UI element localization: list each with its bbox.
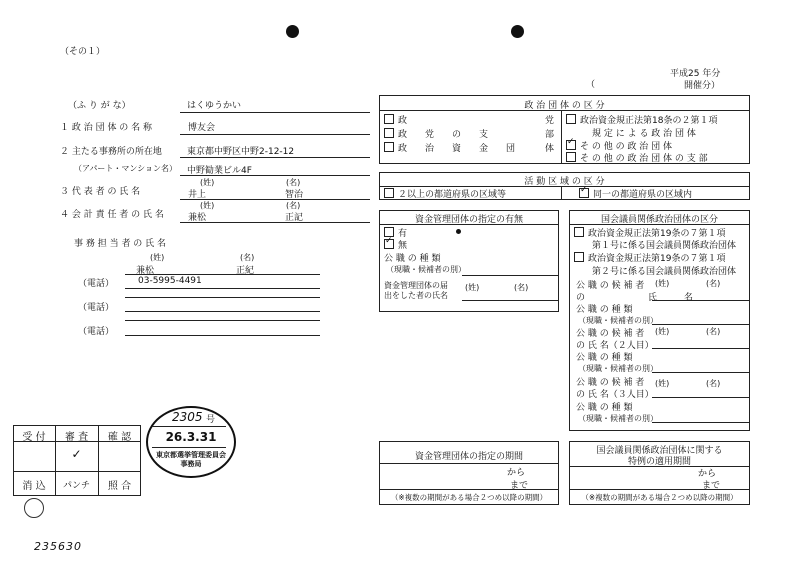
area-divider [561,186,562,200]
diet-period-to: まで [702,481,721,491]
diet-cand2b: の 氏 名（２人目） [576,341,654,351]
tel-line-3 [125,335,320,336]
furigana-value: はくゆうかい [187,101,242,111]
staff-line [125,274,320,275]
diet-assoc-opt2-checkbox[interactable] [574,252,584,262]
diet-cand2a: 公 職 の 候 補 者 [576,329,645,339]
fund-period-from: から [507,468,526,478]
diet-period-line [569,489,750,490]
tel-label-2: （電話） [78,303,115,313]
fund-period-title: 資金管理団体の指定の期間 [414,452,523,462]
diet-assoc-opt2[interactable]: 政治資金規正法第19条の７第１項 [574,251,725,264]
rep-sei[interactable]: 井上 [188,190,207,200]
fund-mgmt-yes[interactable]: 有 [384,226,407,239]
category-right-2[interactable]: ✓そ の 他 の 政 治 団 体 [566,139,672,152]
category-left-0-tail: 党 [545,116,555,126]
tel-label-3: （電話） [78,327,115,337]
tel-value[interactable]: 03-5995-4491 [138,276,202,286]
category-left-1-checkbox[interactable] [384,128,394,138]
diet-cand1-mei: (名) [706,279,721,288]
diet-period-note: （※複数の期間がある場合２つめ以降の期間） [581,493,738,502]
diet-assoc-title: 国会議員関係政治団体の区分 [600,215,718,225]
fund-mgmt-notifier2: 出をした者の氏名 [384,291,448,300]
category-right-3[interactable]: そ の 他 の 政 治 団 体 の 支 部 [566,151,708,164]
diet-office1-note: （現職・候補者の別） [578,316,658,325]
rep-label: ３ 代 表 者 の 氏 名 [60,187,141,197]
sheet-number: （その１） [60,47,106,57]
fund-mgmt-title: 資金管理団体の指定の有無 [414,215,523,225]
area-opt2[interactable]: ✓ 同一の都道府県の区域内 [579,187,692,200]
fund-period-title-rule [379,463,559,464]
office-address-label: ２ 主たる事務所の所在地 [60,147,162,157]
area-opt2-checkbox[interactable] [579,188,589,198]
category-title: 政 治 団 体 の 区 分 [524,101,605,111]
staff-mei-header: (名) [240,253,255,262]
diet-office3-note: （現職・候補者の別） [578,414,658,423]
stamp-collate: 照 合 [107,481,132,492]
fund-mgmt-mei: (名) [514,283,529,292]
receipt-stamp-rule1 [152,426,226,427]
tel-line-1b [125,297,320,298]
category-left-2-checkbox[interactable] [384,142,394,152]
fund-period-to: まで [510,481,529,491]
diet-cand3a: 公 職 の 候 補 者 [576,378,645,388]
diet-assoc-opt1[interactable]: 政治資金規正法第19条の７第１項 [574,226,725,239]
diet-assoc-opt2b: 第２号に係る国会議員関係政治団体 [592,267,737,277]
area-opt1-checkbox[interactable] [384,188,394,198]
diet-cand1-line [652,300,749,301]
tel-line-2b [125,320,320,321]
stamp-punch: パンチ [62,481,90,491]
ink-dot [456,229,461,234]
stamp-circle-small [24,498,44,518]
fund-mgmt-no-checkbox[interactable] [384,239,394,249]
diet-office1-line [652,324,749,325]
org-name-value[interactable]: 博友会 [188,123,216,133]
receipt-stamp-number: 2305 [172,410,203,424]
category-right-0-checkbox[interactable] [566,114,576,124]
category-left-2-tail: 体 [545,144,555,154]
diet-office2-note: （現職・候補者の別） [578,364,658,373]
diet-period-title1: 国会議員関係政治団体に関する [596,446,723,456]
diet-office3-line [652,422,749,423]
diet-assoc-opt1-checkbox[interactable] [574,227,584,237]
diet-period-title2: 特例の適用期間 [627,457,691,467]
category-divider [561,110,562,164]
fund-mgmt-title-rule [379,224,559,225]
fund-mgmt-notifier-line [462,300,558,301]
diet-assoc-opt1b: 第１号に係る国会議員関係政治団体 [592,241,737,251]
diet-period-from: から [698,469,717,479]
fund-mgmt-notifier: 資金管理団体の届 [384,281,448,290]
fund-period-note: （※複数の期間がある場合２つめ以降の期間） [390,493,548,502]
rep-mei[interactable]: 智治 [285,190,304,200]
category-left-1[interactable]: 政 党 の 支 [384,127,488,140]
rep-sei-header: (姓) [200,178,215,187]
acc-sei[interactable]: 兼松 [188,213,207,223]
receipt-stamp-rule2 [152,447,226,448]
category-right-0[interactable]: 政治資金規正法第18条の２第１項 [566,113,717,126]
org-name-line [180,134,370,135]
tel-line-2 [125,311,320,312]
receipt-stamp-date: 26.3.31 [165,430,217,444]
fund-mgmt-office-note: （現職・候補者の別） [386,265,466,274]
org-name-label: １ 政 治 団 体 の 名 称 [60,123,153,133]
diet-cand3b: の 氏 名（３人目） [576,390,654,400]
punch-hole-right [511,25,524,38]
category-right-3-checkbox[interactable] [566,152,576,162]
acc-mei[interactable]: 正記 [285,213,304,223]
fund-mgmt-office-type: 公 職 の 種 類 [384,254,441,264]
staff-sei[interactable]: 兼松 [136,266,155,276]
diet-cand3-mei: (名) [706,379,721,388]
stamp-clear: 消 込 [22,481,46,492]
diet-cand2-mei: (名) [706,327,721,336]
report-year: 平成25 年分 [670,69,721,79]
stamp-review: 審 査 [64,432,89,443]
tel-label-1: （電話） [78,279,115,289]
diet-cand1a: 公 職 の 候 補 者 [576,281,645,291]
tel-line-1 [125,288,320,289]
stamp-receipt: 受 付 [22,432,46,443]
staff-label: 事 務 担 当 者 の 氏 名 [74,239,167,249]
building-label: （アパート・マンション名） [74,164,177,173]
report-type: 開催分） [684,81,721,91]
category-title-rule [379,110,750,111]
diet-cand3-sei: (姓) [655,379,670,388]
office-address-line [180,157,370,158]
stamp-confirm: 確 認 [107,432,132,443]
receipt-stamp-org1: 東京都選挙管理委員会 [156,451,226,459]
stamp-check-mark: ✓ [71,447,82,461]
punch-hole-left [286,25,299,38]
building-value[interactable]: 中野勧業ビル4F [187,166,252,176]
staff-mei[interactable]: 正紀 [236,266,255,276]
category-left-0-checkbox[interactable] [384,114,394,124]
acc-line [180,222,370,223]
diet-cand3-line [652,397,749,398]
diet-cand1-sei: (姓) [655,279,670,288]
receipt-stamp-go: 号 [206,415,216,425]
category-right-1: 規 定 に よ る 政 治 団 体 [592,129,696,139]
paren-open: （ [586,80,596,90]
diet-period-title-rule [569,466,750,467]
diet-office1: 公 職 の 種 類 [576,305,633,315]
document-number: 235630 [34,540,82,553]
category-left-0[interactable]: 政 [384,113,407,126]
rep-mei-header: (名) [286,178,301,187]
fund-mgmt-no[interactable]: ✓無 [384,238,407,251]
area-title: 活 動 区 域 の 区 分 [524,177,605,187]
acc-sei-header: (姓) [200,201,215,210]
diet-cand2-line [652,348,749,349]
furigana-label: （ふ り が な） [68,101,131,111]
diet-cand1b: の 氏 名 [576,293,694,303]
stamp-grid-h2 [13,471,141,472]
category-left-1-tail: 部 [545,130,555,140]
diet-assoc-title-rule [569,224,750,225]
fund-mgmt-office-line [462,275,558,276]
receipt-stamp-org2: 事務局 [180,460,202,468]
category-left-2[interactable]: 政 治 資 金 団 [384,141,515,154]
category-right-2-checkbox[interactable] [566,140,576,150]
building-line [180,175,370,176]
fund-period-line [379,489,559,490]
diet-office2-line [652,372,749,373]
staff-sei-header: (姓) [150,253,165,262]
office-address-value[interactable]: 東京都中野区中野2-12-12 [187,147,295,157]
furigana-line [180,112,370,113]
diet-office3: 公 職 の 種 類 [576,403,633,413]
acc-label: ４ 会 計 責 任 者 の 氏 名 [60,210,164,220]
diet-office2: 公 職 の 種 類 [576,353,633,363]
acc-mei-header: (名) [286,201,301,210]
fund-mgmt-sei: (姓) [465,283,480,292]
diet-cand2-sei: (姓) [655,327,670,336]
area-opt1[interactable]: ２以上の都道府県の区域等 [384,187,506,200]
